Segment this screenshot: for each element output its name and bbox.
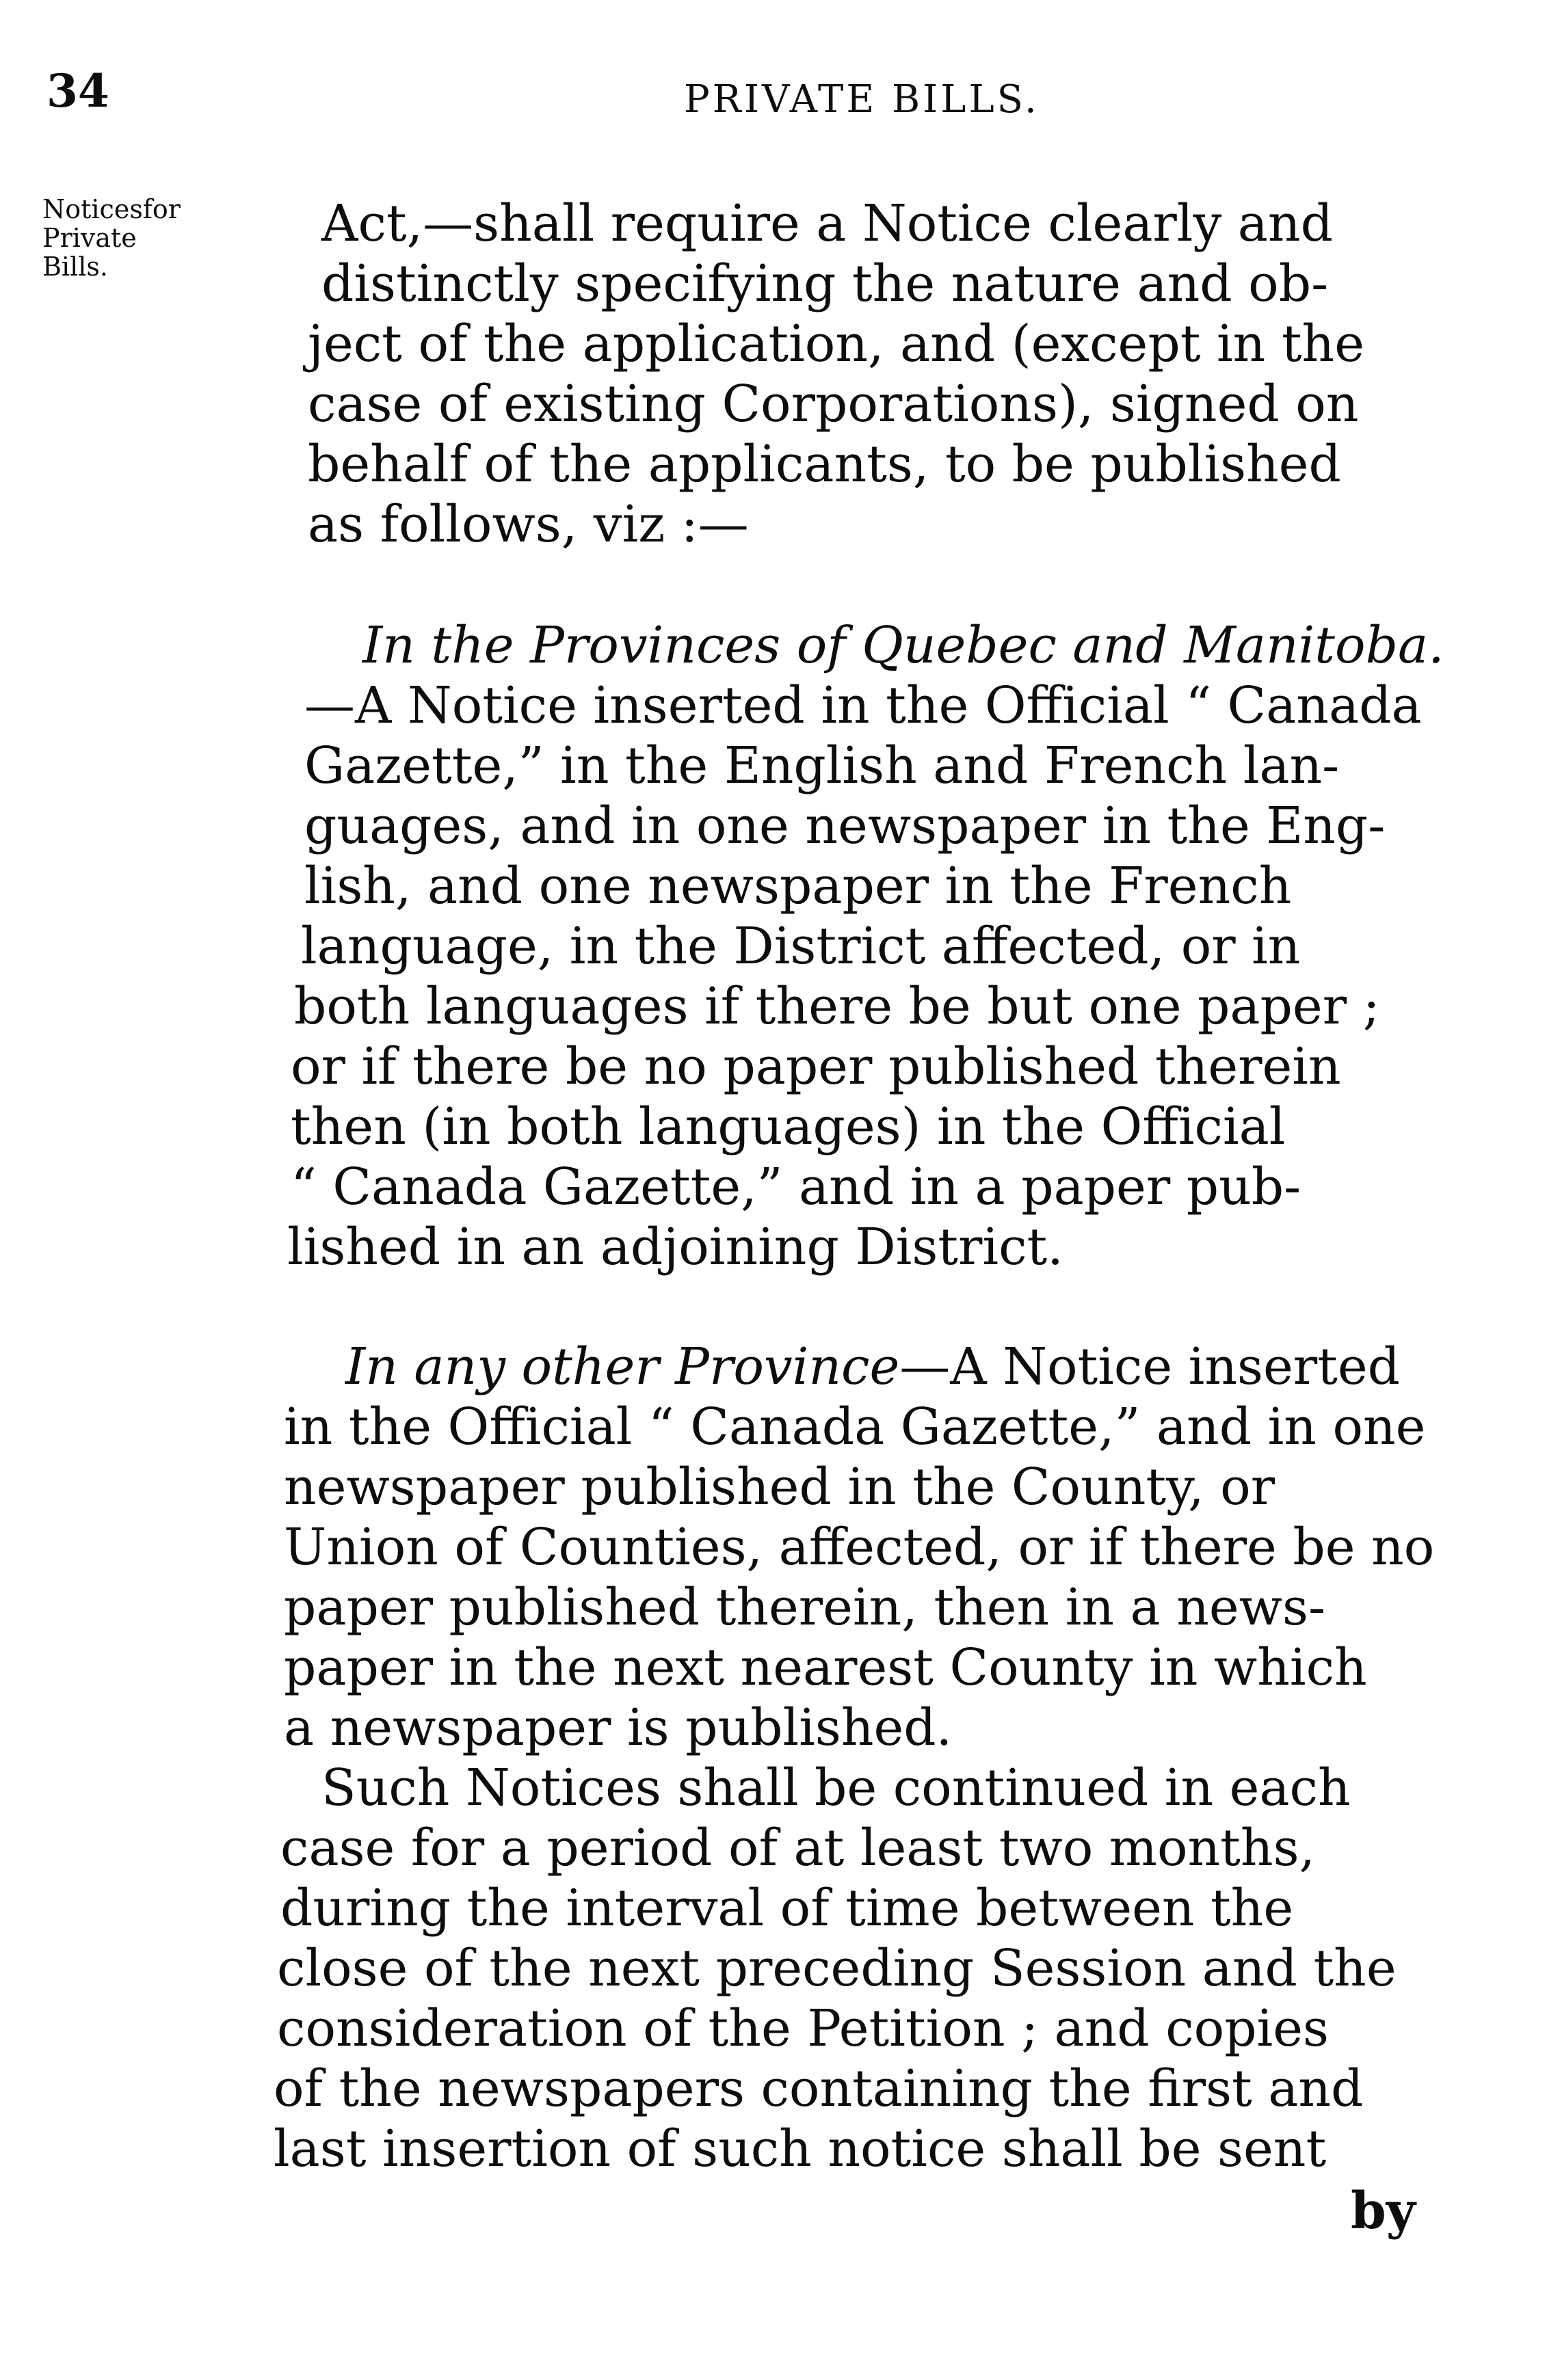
section-heading: In the Provinces of Quebec and Manitoba. <box>362 616 1444 675</box>
text-line: or if there be no paper published therein <box>291 1037 1341 1096</box>
text-line: newspaper published in the County, or <box>284 1458 1275 1516</box>
text-line: in the Official “ Canada Gazette,” and in one <box>284 1398 1426 1456</box>
section-heading: In any other Province <box>345 1337 900 1396</box>
margin-note <box>42 195 181 281</box>
text-line: Gazette,” in the English and French lan- <box>304 736 1340 795</box>
text-line: during the interval of time between the <box>280 1879 1294 1938</box>
text-line: case of existing Corporations), signed on <box>308 375 1359 433</box>
text-line: language, in the District affected, or in <box>301 917 1301 976</box>
text-line: —A Notice inserted in the Official “ Canada <box>304 676 1422 735</box>
text-line: then (in both languages) in the Official <box>291 1097 1286 1156</box>
text-line: distinctly specifying the nature and ob- <box>321 254 1329 313</box>
text-line: Act,—shall require a Notice clearly and <box>321 194 1333 253</box>
text-line: behalf of the applicants, to be published <box>308 435 1341 494</box>
text-line: case for a period of at least two months, <box>280 1819 1316 1877</box>
text-line: “ Canada Gazette,” and in a paper pub- <box>291 1158 1301 1216</box>
text-line: lish, and one newspaper in the French <box>304 857 1292 915</box>
text-line: a newspaper is published. <box>284 1698 953 1757</box>
margin-note-line: Noticesfor <box>42 194 181 224</box>
text-line: last insertion of such notice shall be sent <box>274 2120 1327 2178</box>
text-line: guages, and in one newspaper in the Eng- <box>304 797 1386 855</box>
text-line: as follows, viz :— <box>308 495 749 554</box>
margin-note-line: Private <box>42 223 137 253</box>
text-line: ject of the application, and (except in the <box>308 315 1365 373</box>
text-line <box>345 1337 1400 1397</box>
text-line: Such Notices shall be continued in each <box>321 1759 1351 1817</box>
text-line: paper in the next nearest County in which <box>284 1638 1367 1697</box>
text-line: lished in an adjoining District. <box>287 1218 1063 1276</box>
text-line: of the newspapers containing the first and <box>274 2059 1364 2118</box>
text-line: close of the next preceding Session and the <box>277 1939 1397 1998</box>
text-fragment: —A Notice inserted <box>899 1337 1401 1396</box>
text-line: consideration of the Petition ; and copies <box>277 1999 1329 2058</box>
catchword: by <box>1351 2182 1416 2241</box>
page-number: 34 <box>47 64 109 118</box>
text-line: both languages if there be but one paper ; <box>294 977 1380 1036</box>
running-head: PRIVATE BILLS. <box>684 77 1040 122</box>
margin-note-line: Bills. <box>42 252 108 282</box>
text-line: paper published therein, then in a news- <box>284 1578 1325 1637</box>
text-line: Union of Counties, affected, or if there be no <box>284 1518 1435 1577</box>
